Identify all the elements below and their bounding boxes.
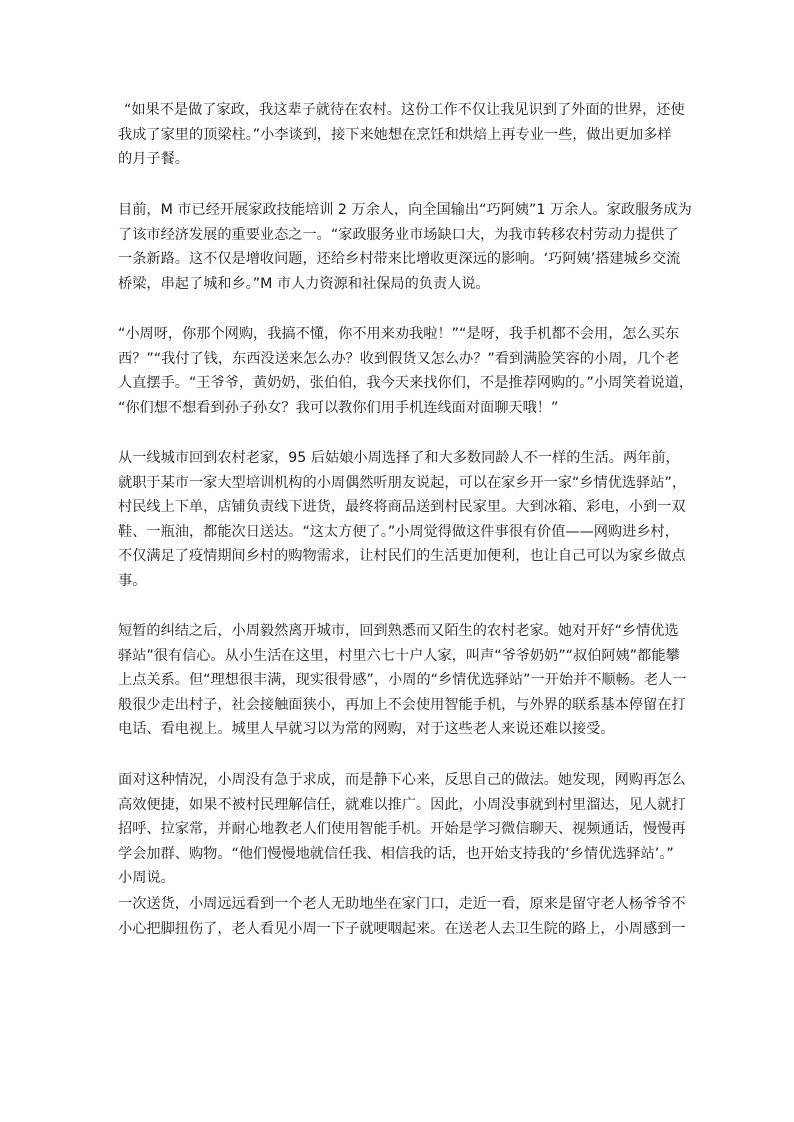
text-line: 般很少走出村子，社会接触面狭小，再加上不会使用智能手机，与外界的联系基本停留在打 xyxy=(118,696,686,713)
paragraph-1 xyxy=(118,98,698,172)
paragraph-5 xyxy=(118,619,698,742)
text-line: 村民线上下单，店铺负责线下进货，最终将商品送到村民家里。大到冰箱、彩电，小到一双 xyxy=(118,499,686,515)
text-line: 人直摆手。“王爷爷，黄奶奶，张伯伯，我今天来找你们，不是推荐网购的。”小周笑着说道， xyxy=(118,375,694,391)
text-line: 桥梁，串起了城和乡。”M 市人力资源和社保局的负责人说。 xyxy=(118,275,490,292)
text-line: 目前，M 市已经开展家政技能培训 2 万余人，向全国输出“巧阿姨”1 万余人。家政服务成为 xyxy=(118,202,692,218)
text-line: 从一线城市回到农村老家，95 后姑娘小周选择了和大多数同龄人不一样的生活。两年前， xyxy=(118,450,680,466)
text-line: 的月子餐。 xyxy=(118,151,189,167)
text-line: 驿站”很有信心。从小生活在这里，村里六七十户人家，叫声“爷爷奶奶”“叔伯阿姨”都能攀 xyxy=(118,647,680,664)
paragraph-7 xyxy=(118,892,698,941)
text-line: 电话、看电视上。城里人早就习以为常的网购，对于这些老人来说还难以接受。 xyxy=(118,721,615,737)
text-line: 不仅满足了疫情期间乡村的购物需求，让村民们的生活更加便利，也让自己可以为家乡做点 xyxy=(118,548,686,564)
text-line: 就职于某市一家大型培训机构的小周偶然听朋友说起，可以在家乡开一家“乡情优选驿站”， xyxy=(118,474,687,491)
text-line: 小周说。 xyxy=(118,870,175,886)
text-line: 短暂的纠结之后，小周毅然离开城市，回到熟悉而又陌生的农村老家。她对开好“乡情优选 xyxy=(118,623,679,639)
text-line: 事。 xyxy=(118,572,147,589)
text-line: 了该市经济发展的重要业态之一。“家政服务业市场缺口大，为我市转移农村劳动力提供了 xyxy=(118,226,679,243)
text-line: 鞋、一瓶油，都能次日送达。“这太方便了。”小周觉得做这件事很有价值——网购进乡村， xyxy=(118,523,679,540)
text-line: 小心把脚扭伤了，老人看见小周一下子就哽咽起来。在送老人去卫生院的路上，小周感到一 xyxy=(118,920,686,937)
text-line: “你们想不想看到孙子孙女？我可以教你们用手机连线面对面聊天哦！” xyxy=(118,399,559,416)
text-line: “小周呀，你那个网购，我搞不懂，你不用来劝我啦！”“是呀，我手机都不会用，怎么买东 xyxy=(118,326,680,342)
paragraph-3 xyxy=(118,322,698,420)
text-line: 我成了家里的顶梁柱。”小李谈到，接下来她想在烹饪和烘焙上再专业一些，做出更加多样 xyxy=(118,126,672,143)
text-line: 上点关系。但“理想很丰满，现实很骨感”，小周的“乡情优选驿站”一开始并不顺畅。老人一 xyxy=(118,672,687,688)
text-line: 招呼、拉家常，并耐心地教老人们使用智能手机。开始是学习微信聊天、视频通话，慢慢再 xyxy=(118,821,686,837)
text-line: 高效便捷，如果不被村民理解信任，就难以推广。因此，小周没事就到村里溜达，见人就打 xyxy=(118,796,686,813)
text-line: 一条新路。这不仅是增收问题，还给乡村带来比增收更深远的影响。‘巧阿姨’搭建城乡交流 xyxy=(118,251,681,267)
text-line: 一次送货，小周远远看到一个老人无助地坐在家门口，走近一看，原来是留守老人杨爷爷不 xyxy=(118,896,686,912)
paragraph-4 xyxy=(118,446,698,593)
paragraph-6 xyxy=(118,768,698,891)
paragraph-2 xyxy=(118,198,698,296)
text-line: 学会加群、购物。“他们慢慢地就信任我、相信我的话，也开始支持我的‘乡情优选驿站’。” xyxy=(118,845,674,862)
text-line: 西？”“我付了钱，东西没送来怎么办？收到假货又怎么办？”看到满脸笑容的小周，几个老 xyxy=(118,350,680,367)
text-line: 面对这种情况，小周没有急于求成，而是静下心来，反思自己的做法。她发现，网购再怎么 xyxy=(118,772,686,788)
text-line: “如果不是做了家政，我这辈子就待在农村。这份工作不仅让我见识到了外面的世界，还使 xyxy=(124,102,685,118)
